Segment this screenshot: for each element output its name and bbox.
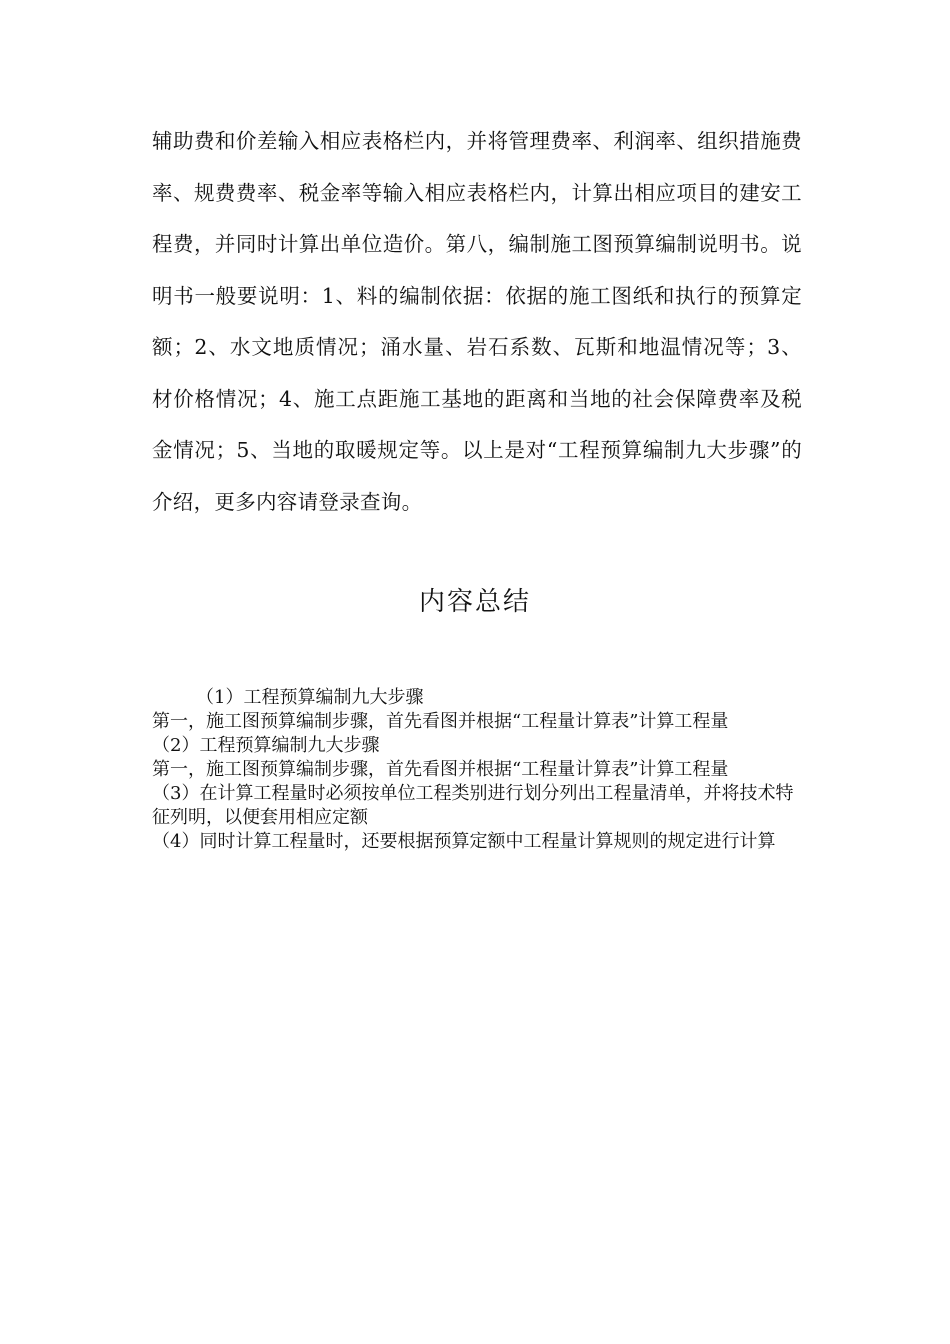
summary-line: 第一，施工图预算编制步骤，首先看图并根据“工程量计算表”计算工程量 <box>152 711 729 732</box>
summary-title: 内容总结 <box>418 587 531 617</box>
summary-line: （1）工程预算编制九大步骤 <box>196 687 424 708</box>
summary-line: （4）同时计算工程量时，还要根据预算定额中工程量计算规则的规定进行计算 <box>152 831 776 852</box>
summary-line: （3）在计算工程量时必须按单位工程类别进行划分列出工程量清单，并将技术特征列明，以便套用相应定额 <box>152 783 794 828</box>
summary-line: （2）工程预算编制九大步骤 <box>152 735 380 756</box>
summary-list <box>152 686 802 854</box>
summary-line: 第一，施工图预算编制步骤，首先看图并根据“工程量计算表”计算工程量 <box>152 759 729 780</box>
body-paragraph: 辅助费和价差输入相应表格栏内，并将管理费率、利润率、组织措施费率、规费费率、税金率等输入相应表格栏内，计算出相应项目的建安工程费，并同时计算出单位造价。第八，编制施工图预算编制说明书。说明书一般要说明：1、料的编制依据：依据的施工图纸和执行的预算定额；2、水文地质情况；涌水量、岩石系数、瓦斯和地温情况等；3、材价格情况；4、施工点距施工基地的距离和当地的社会保障费率及税金情况；5、当地的取暖规定等。以上是对“工程预算编制九大步骤”的介绍，更多内容请登录查询。 <box>152 129 802 514</box>
